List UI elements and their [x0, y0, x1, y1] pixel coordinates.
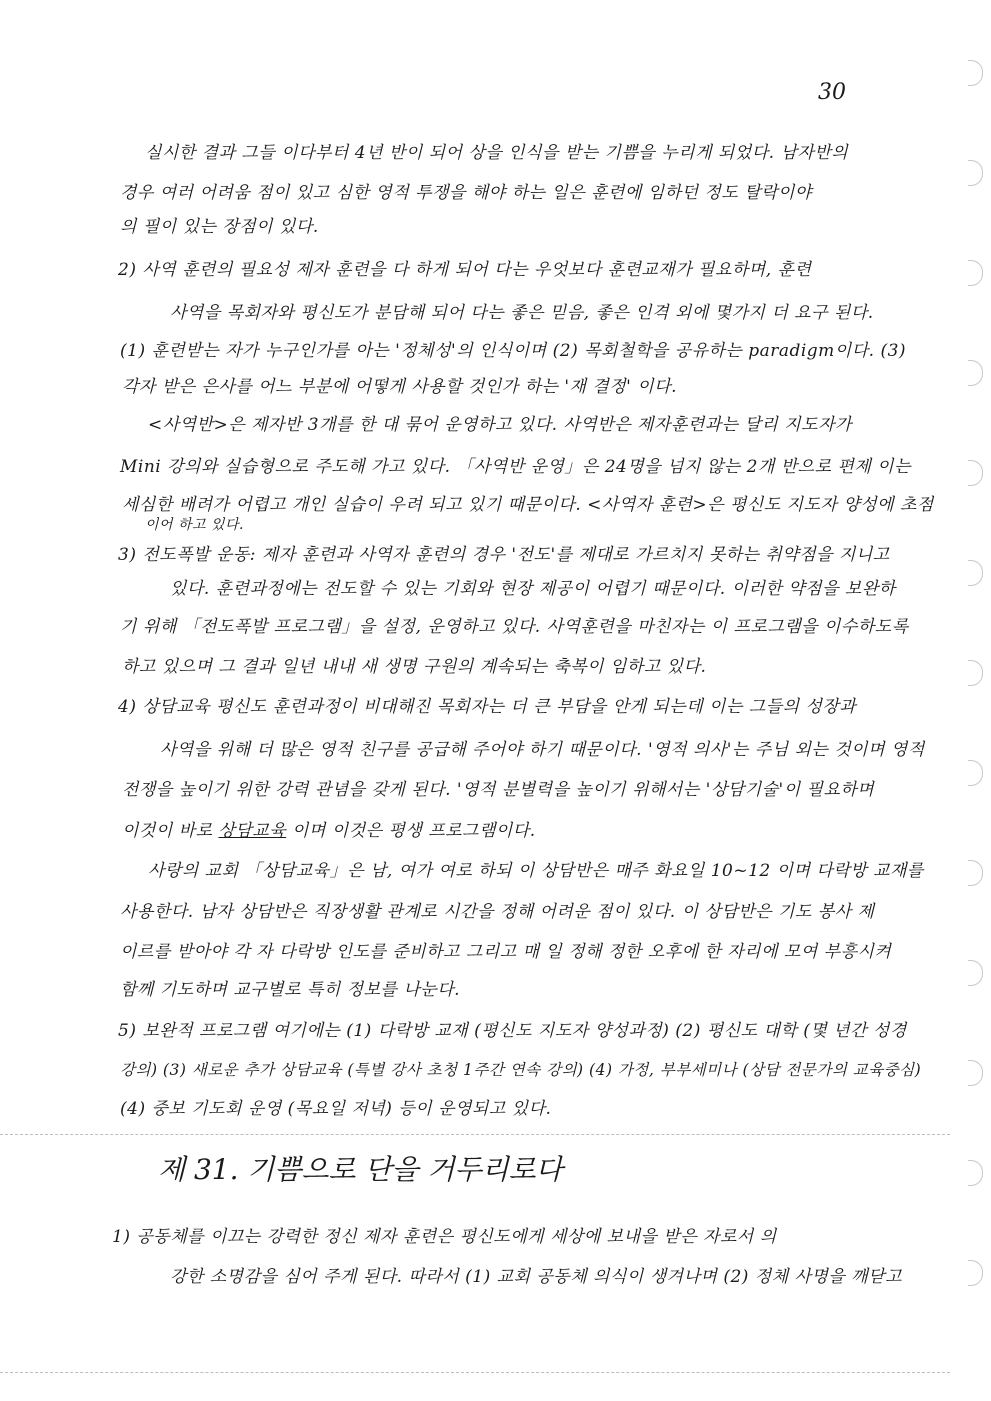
text-line: 4) 상담교육 평신도 훈련과정이 비대해진 목회자는 더 큰 부담을 안게 되는데 이는 그들의 성장과 — [118, 697, 857, 717]
text-line: 경우 여러 어려움 점이 있고 심한 영적 투쟁을 해야 하는 일은 훈련에 임하던 정도 탈락이야 — [120, 183, 812, 203]
punch-hole-icon — [968, 1160, 983, 1186]
text-line: 이르를 받아야 각 자 다락방 인도를 준비하고 그리고 매 일 정해 정한 오후에 한 자리에 모여 부흥시켜 — [120, 942, 892, 962]
punch-hole-icon — [968, 60, 983, 86]
section-heading: 제 31. 기쁨으로 단을 거두리로다 — [158, 1153, 563, 1186]
page-number: 30 — [818, 80, 846, 105]
text-line: 강한 소명감을 심어 주게 된다. 따라서 (1) 교회 공동체 의식이 생겨나며 (2) 정체 사명을 깨닫고 — [170, 1267, 902, 1287]
punch-hole-icon — [968, 160, 983, 186]
text-line: 강의) (3) 새로운 추가 상담교육 (특별 강사 초청 1주간 연속 강의) (4) 가정, 부부세미나 (상담 전문가의 교육중심) — [120, 1061, 922, 1079]
punch-hole-icon — [968, 960, 983, 986]
text-line: 이어 하고 있다. — [145, 517, 244, 533]
text-line: Mini 강의와 실습형으로 주도해 가고 있다. 「사역반 운영」은 24명을 넘지 않는 2개 반으로 편제 이는 — [120, 457, 912, 477]
text-line: 사용한다. 남자 상담반은 직장생활 관계로 시간을 정해 어려운 점이 있다. 이 상담반은 기도 봉사 제 — [120, 902, 875, 922]
text-line: 함께 기도하며 교구별로 특히 정보를 나눈다. — [120, 980, 461, 1000]
punch-hole-icon — [968, 460, 983, 486]
text-line: 세심한 배려가 어렵고 개인 실습이 우려 되고 있기 때문이다. <사역자 훈련>은 평신도 지도자 양성에 초점 — [122, 495, 934, 515]
text-line: (4) 중보 기도회 운영 (목요일 저녁) 등이 운영되고 있다. — [120, 1099, 552, 1119]
text-line: (1) 훈련받는 자가 누구인가를 아는 '정체성'의 인식이며 (2) 목회철학을 공유하는 paradigm이다. (3) — [120, 341, 907, 361]
punch-hole-icon — [968, 360, 983, 386]
punch-hole-icon — [968, 1260, 983, 1286]
divider — [0, 1372, 950, 1373]
text-line: 실시한 결과 그들 이다부터 4년 반이 되어 상을 인식을 받는 기쁨을 누리게 되었다. 남자반의 — [145, 143, 849, 163]
text-line: 5) 보완적 프로그램 여기에는 (1) 다락방 교재 (평신도 지도자 양성과정) (2) 평신도 대학 (몇 년간 성경 — [118, 1021, 907, 1041]
punch-hole-icon — [968, 760, 983, 786]
text-line: 하고 있으며 그 결과 일년 내내 새 생명 구원의 계속되는 축복이 임하고 있다. — [122, 657, 707, 677]
text-line: 2) 사역 훈련의 필요성 제자 훈련을 다 하게 되어 다는 우엇보다 훈련교재가 필요하며, 훈련 — [118, 260, 812, 280]
text-line: 전쟁을 높이기 위한 강력 관념을 갖게 된다. '영적 분별력을 높이기 위해서는 '상담기술'이 필요하며 — [122, 780, 875, 800]
text-line: 의 필이 있는 장점이 있다. — [120, 217, 319, 237]
text-line: 사랑의 교회 「상담교육」은 남, 여가 여로 하되 이 상담반은 매주 화요일 10~12 이며 다락방 교재를 — [148, 861, 924, 881]
text-line: <사역반>은 제자반 3개를 한 대 묶어 운영하고 있다. 사역반은 제자훈련과는 달리 지도자가 — [148, 415, 852, 435]
punch-hole-icon — [968, 260, 983, 286]
punch-hole-icon — [968, 560, 983, 586]
text-line: 3) 전도폭발 운동: 제자 훈련과 사역자 훈련의 경우 '전도'를 제대로 가르치지 못하는 취약점을 지니고 — [118, 545, 890, 565]
punch-hole-icon — [968, 1060, 983, 1086]
text-line: 사역을 목회자와 평신도가 분담해 되어 다는 좋은 믿음, 좋은 인격 외에 몇가지 더 요구 된다. — [170, 303, 874, 323]
punch-hole-icon — [968, 660, 983, 686]
text-line: 있다. 훈련과정에는 전도할 수 있는 기회와 현장 제공이 어렵기 때문이다. 이러한 약점을 보완하 — [170, 579, 896, 599]
text-line: 기 위해 「전도폭발 프로그램」을 설정, 운영하고 있다. 사역훈련을 마친자는 이 프로그램을 이수하도록 — [120, 617, 909, 637]
underlined-term: 상담교육 — [218, 821, 287, 841]
text-line: 각자 받은 은사를 어느 부분에 어떻게 사용할 것인가 하는 '재 결정' 이다. — [122, 377, 678, 397]
punch-hole-icon — [968, 860, 983, 886]
text-line: 이것이 바로 상담교육 이며 이것은 평생 프로그램이다. — [122, 821, 536, 841]
text-line: 사역을 위해 더 많은 영적 친구를 공급해 주어야 하기 때문이다. '영적 의사'는 주님 외는 것이며 영적 — [160, 740, 925, 760]
text-line: 1) 공동체를 이끄는 강력한 정신 제자 훈련은 평신도에게 세상에 보내을 받은 자로서 의 — [112, 1227, 777, 1247]
binder-hole-strip — [961, 20, 983, 1380]
divider — [0, 1134, 950, 1135]
